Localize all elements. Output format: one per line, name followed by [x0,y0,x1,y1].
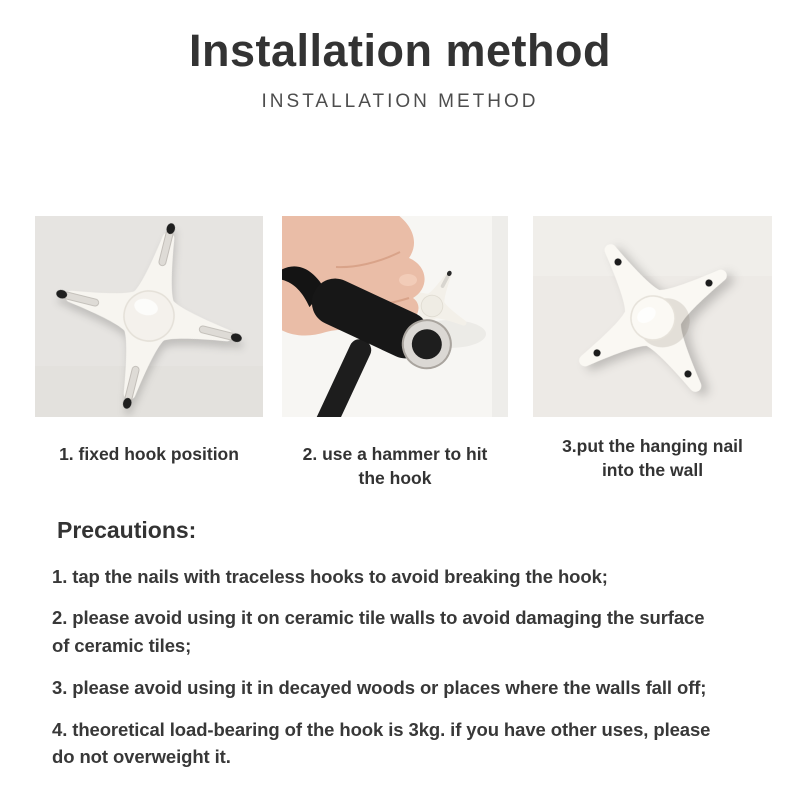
step-3-caption: 3.put the hanging nail into the wall [562,436,743,481]
precaution-item-1: 1. tap the nails with traceless hooks to avoid breaking the hook; [52,565,608,587]
step-3 [533,216,772,482]
step-1 [35,216,263,466]
page-title: Installation method [188,25,611,76]
precautions-heading: Precautions: [57,516,197,543]
installation-steps-row [35,216,800,490]
star-hook-front-illustration [35,216,263,417]
hook-with-nails-photo [35,216,263,417]
hammer-hitting-hook-photo [282,216,508,417]
step-1-caption: 1. fixed hook position [59,444,239,465]
precaution-item-4: 4. theoretical load-bearing of the hook is 3kg. if you have other uses, please do not overweight it. [52,718,711,768]
step-2-caption: 2. use a hammer to hit the hook [302,444,488,489]
step-2 [282,216,508,490]
precaution-item-2: 2. please avoid using it on ceramic tile walls to avoid damaging the surface of ceramic tiles; [52,607,705,657]
hammer-hook-illustration [282,216,508,417]
hook-installed-on-wall-photo [533,216,772,417]
precaution-item-3: 3. please avoid using it in decayed woods or places where the walls fall off; [52,676,707,698]
page-subtitle: INSTALLATION METHOD [261,91,539,113]
precautions-section [0,517,800,772]
header [0,0,800,113]
star-hook-installed-illustration [533,216,772,417]
